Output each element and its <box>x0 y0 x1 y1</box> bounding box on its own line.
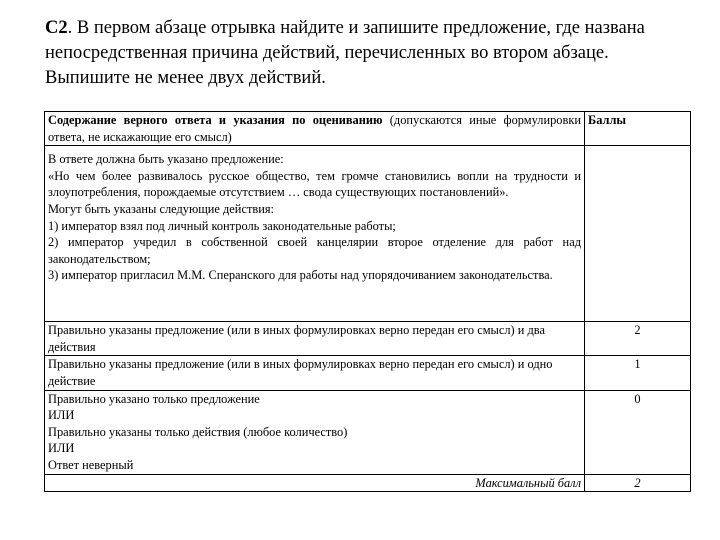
zero-line: ИЛИ <box>48 408 75 423</box>
zero-line: Правильно указано только предложение <box>48 391 260 406</box>
answer-line: Могут быть указаны следующие действия: <box>48 201 274 216</box>
zero-points <box>585 390 691 474</box>
answer-line: 1) император взял под личный контроль законодательные работы; <box>48 218 396 233</box>
task-text: . В первом абзаце отрывка найдите и запишите предложение, где названа непосредственная причина действий, перечисленных во втором абзаце. Выпишите не менее двух действий. <box>45 18 645 88</box>
task-statement <box>45 16 695 91</box>
answer-line: «Но чем более развивалось русское общество, тем громче становились вопли на трудности и злоупотребления, порождаемые отсутствием … свода существующих постановлений». <box>48 168 581 200</box>
points-value: 1 <box>634 357 641 372</box>
max-score-row <box>45 474 691 492</box>
answer-content-cell <box>45 146 585 322</box>
max-score-value: 2 <box>585 474 691 492</box>
criterion-text: Правильно указаны предложение (или в иных формулировках верно передан его смысл) и два действия <box>45 322 585 356</box>
max-score-label: Максимальный балл <box>45 474 585 492</box>
points-value: 0 <box>634 391 641 406</box>
criterion-points <box>585 322 691 356</box>
grading-table <box>44 111 691 492</box>
header-content-note: (допускаются иные формулировки ответа, не искажающие его смысл) <box>48 113 581 144</box>
zero-line: ИЛИ <box>48 441 75 456</box>
header-content-cell <box>45 112 585 146</box>
zero-line: Ответ неверный <box>48 457 134 472</box>
points-value: 2 <box>634 323 641 338</box>
answer-line: 2) император учредил в собственной своей канцелярии второе отделение для работ над законодательством; <box>48 235 581 266</box>
answer-row <box>45 146 691 322</box>
zero-criterion-text <box>45 390 585 474</box>
task-label: С2 <box>45 18 68 38</box>
header-points-cell: Баллы <box>585 112 691 146</box>
criterion-row <box>45 322 691 356</box>
answer-points-cell <box>585 146 691 322</box>
answer-line: В ответе должна быть указано предложение: <box>48 152 284 167</box>
criterion-text: Правильно указаны предложение (или в иных формулировках верно передан его смысл) и одно действие <box>45 356 585 390</box>
answer-line: 3) император пригласил М.М. Сперанского для работы над упорядочиванием законодательства. <box>48 268 553 283</box>
criterion-row <box>45 356 691 390</box>
header-content-bold: Содержание верного ответа и указания по оцениванию <box>48 113 383 127</box>
table-header-row <box>45 112 691 146</box>
zero-line: Правильно указаны только действия (любое количество) <box>48 424 348 439</box>
zero-criterion-row <box>45 390 691 474</box>
criterion-points <box>585 356 691 390</box>
